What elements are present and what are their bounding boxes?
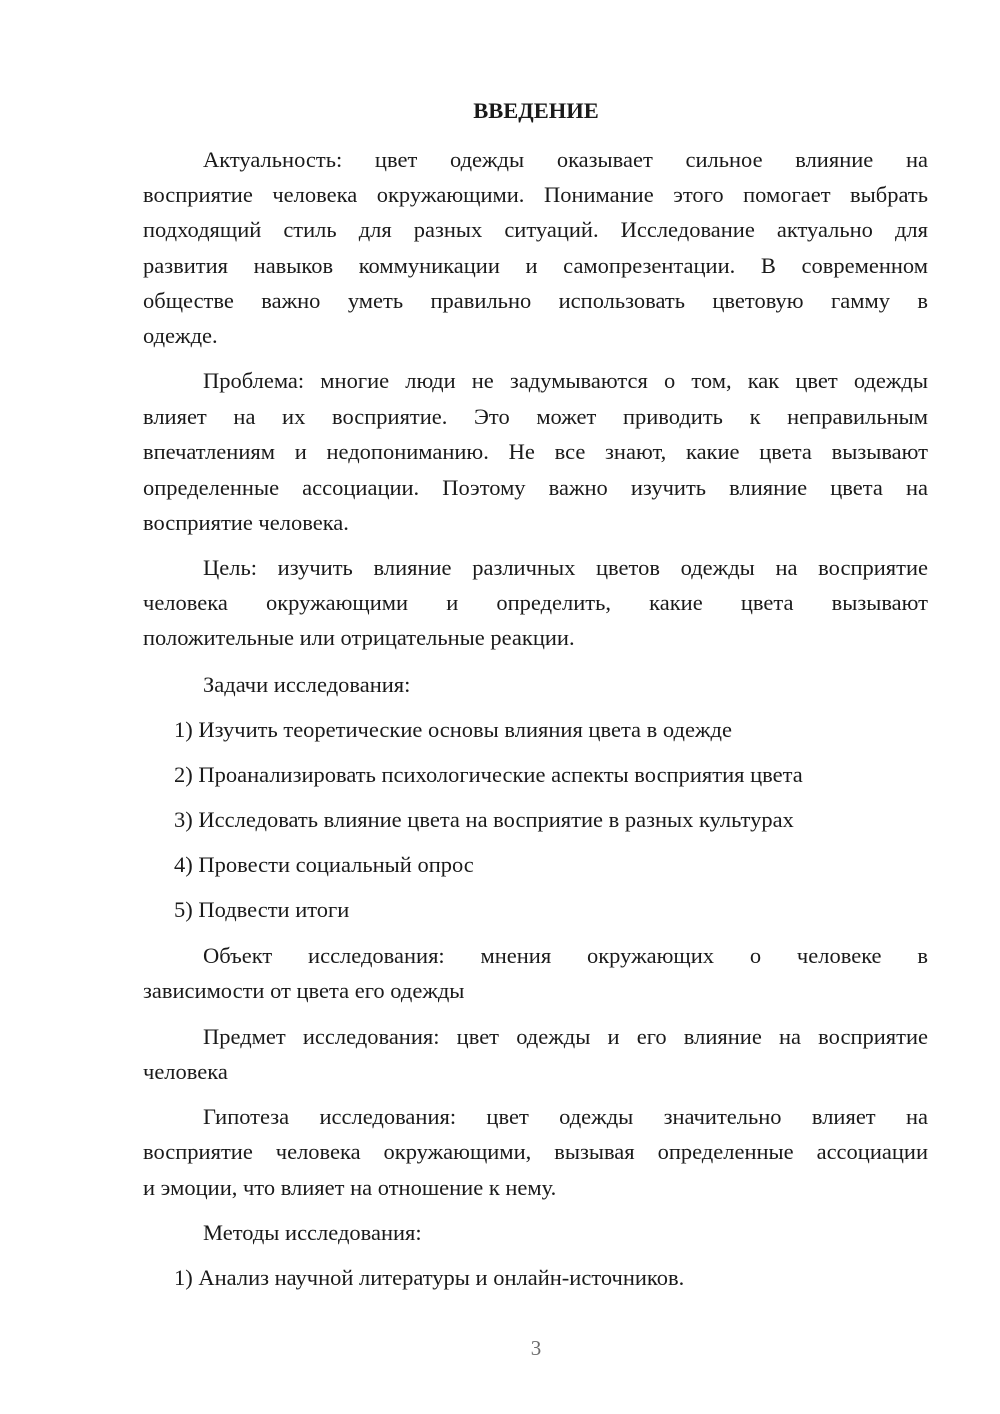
text-line: подходящий стиль для разных ситуаций. Исследование актуально для (143, 217, 928, 242)
text-line: впечатлениям и недопониманию. Не все знают, какие цвета вызывают (143, 439, 928, 464)
tasks-heading: Задачи исследования: (203, 672, 411, 697)
text-line: человека (143, 1059, 228, 1084)
text-line: развития навыков коммуникации и самопрезентации. В современном (143, 253, 928, 278)
list-item: 1) Анализ научной литературы и онлайн-источников. (174, 1265, 685, 1290)
text-line: определенные ассоциации. Поэтому важно изучить влияние цвета на (143, 475, 928, 500)
text-line: положительные или отрицательные реакции. (143, 625, 575, 650)
text-line: Актуальность: цвет одежды оказывает сильное влияние на (203, 147, 928, 172)
text-line: Проблема: многие люди не задумываются о том, как цвет одежды (203, 368, 928, 393)
list-item: 3) Исследовать влияние цвета на восприятие в разных культурах (174, 807, 794, 832)
text-line: Предмет исследования: цвет одежды и его влияние на восприятие (203, 1024, 928, 1049)
text-line: влияет на их восприятие. Это может приводить к неправильным (143, 404, 928, 429)
text-line: и эмоции, что влияет на отношение к нему. (143, 1175, 557, 1200)
page-title: ВВЕДЕНИЕ (473, 98, 599, 123)
text-line: восприятие человека окружающими. Понимание этого помогает выбрать (143, 182, 928, 207)
text-line: зависимости от цвета его одежды (143, 978, 465, 1003)
text-line: одежде. (143, 323, 218, 348)
text-line: Цель: изучить влияние различных цветов одежды на восприятие (203, 555, 928, 580)
methods-heading: Методы исследования: (203, 1220, 422, 1245)
list-item: 4) Провести социальный опрос (174, 852, 474, 877)
page-number: 3 (530, 1336, 542, 1360)
list-item: 1) Изучить теоретические основы влияния цвета в одежде (174, 717, 732, 742)
list-item: 2) Проанализировать психологические аспекты восприятия цвета (174, 762, 803, 787)
text-line: обществе важно уметь правильно использовать цветовую гамму в (143, 288, 928, 313)
text-line: человека окружающими и определить, какие цвета вызывают (143, 590, 928, 615)
text-line: восприятие человека. (143, 510, 349, 535)
text-line: Гипотеза исследования: цвет одежды значительно влияет на (203, 1104, 928, 1129)
text-line: Объект исследования: мнения окружающих о человеке в (203, 943, 928, 968)
list-item: 5) Подвести итоги (174, 897, 350, 922)
text-line: восприятие человека окружающими, вызывая определенные ассоциации (143, 1139, 928, 1164)
